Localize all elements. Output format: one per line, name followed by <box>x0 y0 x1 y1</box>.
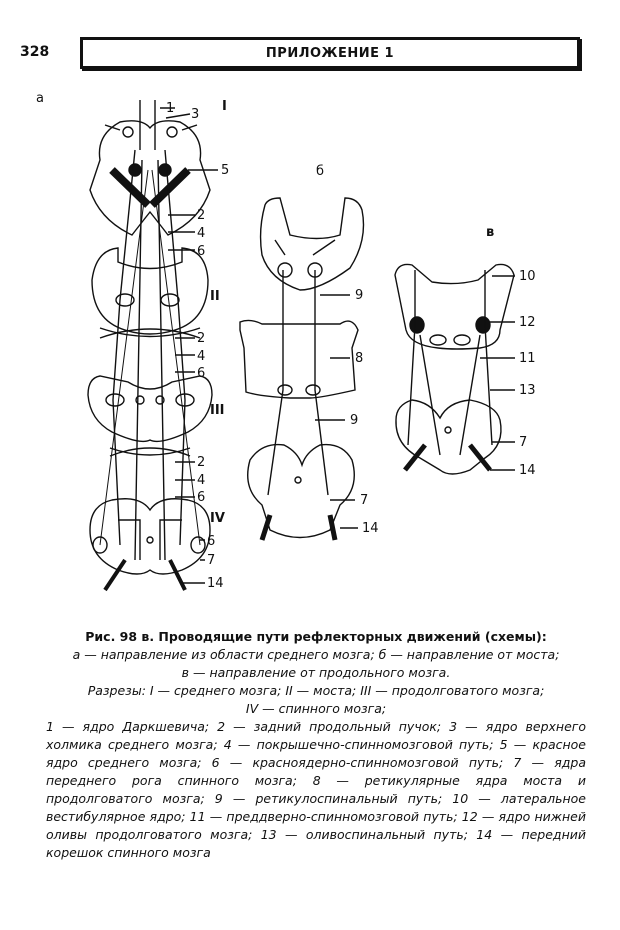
figure-caption <box>46 628 586 862</box>
label-b-9: 9 <box>355 288 364 303</box>
label-a-14: 14 <box>207 576 224 591</box>
label-c-11: 11 <box>519 351 536 366</box>
label-b-9b: 9 <box>350 413 359 428</box>
caption-line-4: IV — спинного мозга; <box>245 701 387 716</box>
label-a-4b: 4 <box>197 349 206 364</box>
label-c-13: 13 <box>519 383 536 398</box>
section-label-I: I <box>222 99 227 114</box>
label-c-14: 14 <box>519 463 536 478</box>
label-a-3: 3 <box>191 107 200 122</box>
panel-letter-b: б <box>316 164 325 179</box>
label-c-12: 12 <box>519 315 536 330</box>
section-label-II: II <box>210 289 220 304</box>
label-a-6b: 6 <box>197 366 206 381</box>
caption-line-3: Разрезы: I — среднего мозга; II — моста; III — продолговатого мозга; <box>87 683 545 698</box>
label-a-6c: 6 <box>197 490 206 505</box>
label-a-6: 6 <box>197 244 206 259</box>
caption-line-1: а — направление из области среднего мозга; б — направление от моста; <box>72 647 560 662</box>
label-a-2b: 2 <box>197 331 206 346</box>
label-c-7: 7 <box>519 435 528 450</box>
label-a-4: 4 <box>197 226 206 241</box>
label-a-4c: 4 <box>197 473 206 488</box>
figure-diagram <box>0 80 620 620</box>
page-number: 328 <box>20 44 50 60</box>
label-a-7: 7 <box>207 553 216 568</box>
section-label-III: III <box>210 403 225 418</box>
panel-letter-a: а <box>36 91 44 106</box>
label-a-2c: 2 <box>197 455 206 470</box>
header-title: ПРИЛОЖЕНИЕ 1 <box>265 45 395 61</box>
panel-b-drawing <box>240 198 364 540</box>
label-a-5: 5 <box>221 163 230 178</box>
running-header <box>80 37 580 69</box>
panel-letter-c: в <box>486 225 495 240</box>
label-b-8: 8 <box>355 351 364 366</box>
label-a-1: 1 <box>166 101 175 116</box>
label-b-7: 7 <box>360 493 369 508</box>
caption-legend: 1 — ядро Даркшевича; 2 — задний продольный пучок; 3 — ядро верхнего холмика среднего мозга; 4 — покрышечно-спинномозговой путь; 5 — красное ядро среднего мозга; 6 — красноядерно-спинномозговой путь; 7 — ядра переднего рога спинного мозга; 8 — ретикулярные ядра моста и продолговатого мозга; 9 — ретикулоспинальный путь; 10 — латеральное вестибулярное ядро; 11 — преддверно-спинномозговой путь; 12 — ядро нижней оливы продолговатого мозга; 13 — оливоспинальный путь; 14 — передний корешок спинного мозга <box>46 719 586 860</box>
label-b-14: 14 <box>362 521 379 536</box>
panel-c-drawing <box>395 264 515 474</box>
caption-title: Рис. 98 в. Проводящие пути рефлекторных движений (схемы): <box>85 629 547 644</box>
section-label-IV: IV <box>210 511 225 526</box>
caption-line-2: в — направление от продольного мозга. <box>181 665 451 680</box>
label-c-10: 10 <box>519 269 536 284</box>
label-a-2: 2 <box>197 208 206 223</box>
label-a-6d: 6 <box>207 534 216 549</box>
